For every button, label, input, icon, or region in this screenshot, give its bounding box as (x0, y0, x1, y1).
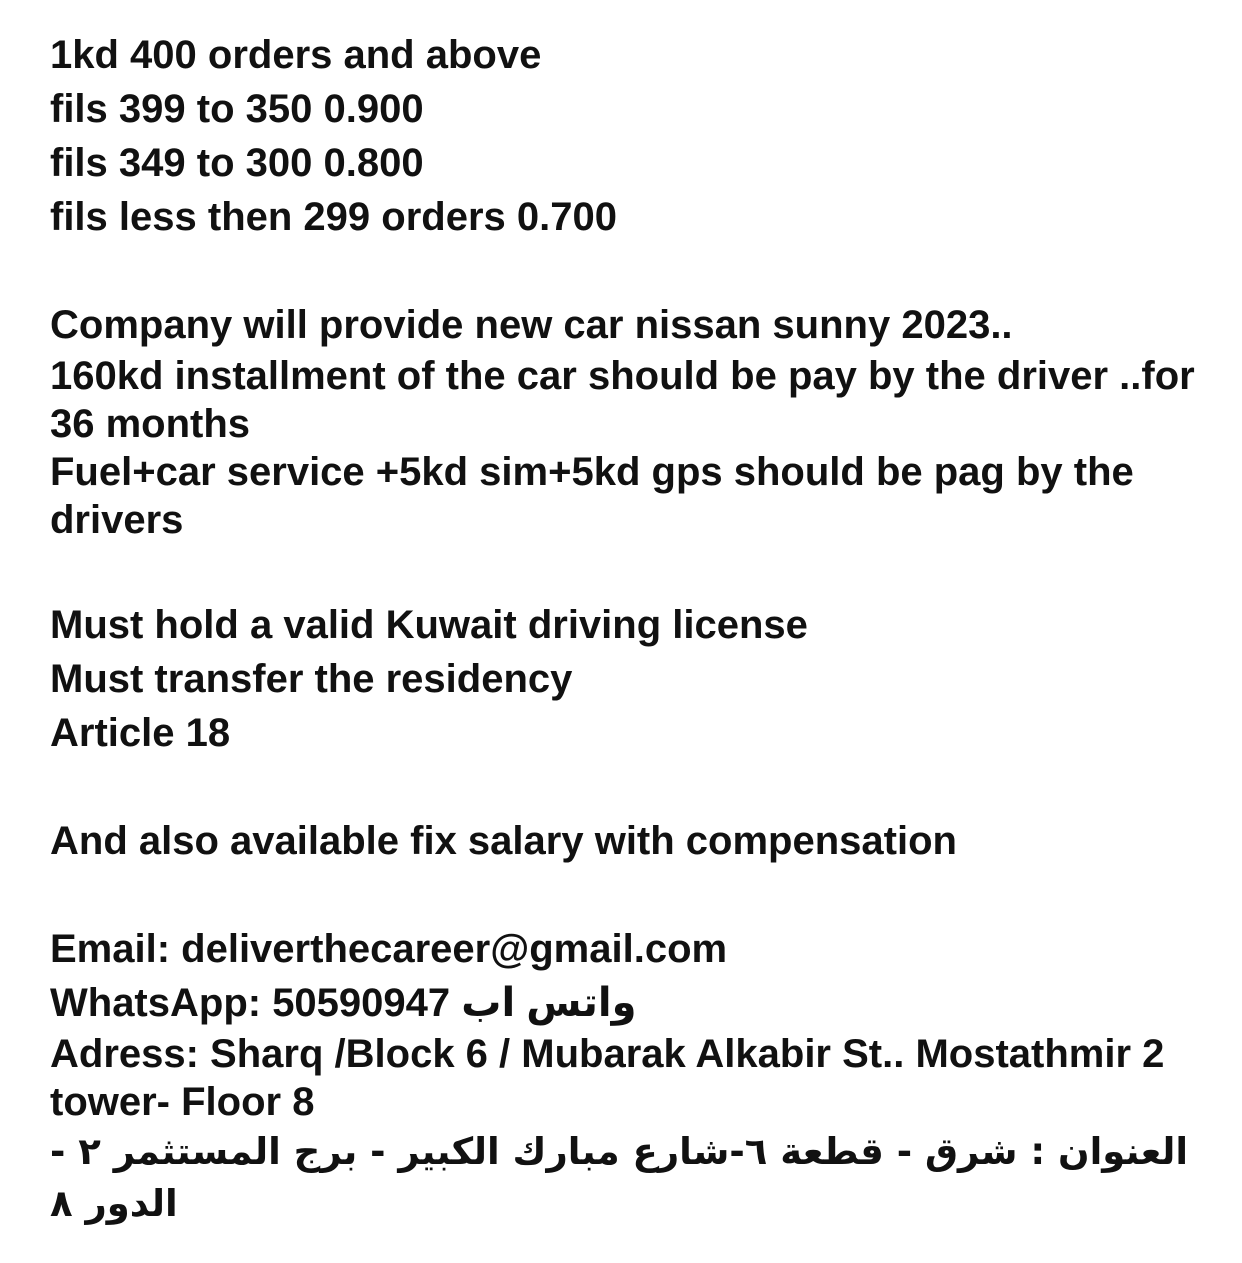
spacer (50, 244, 1210, 298)
requirement-license: Must hold a valid Kuwait driving license (50, 603, 808, 647)
email-line: Email: deliverthecareer@gmail.com (50, 927, 728, 971)
car-installment-line: 160kd installment of the car should be pay by the driver ..for 36 months (50, 354, 1195, 446)
whatsapp-arabic-label: واتس اب (461, 981, 637, 1025)
requirement-article: Article 18 (50, 711, 231, 755)
whatsapp-line (50, 976, 1210, 1030)
spacer (50, 760, 1210, 814)
car-costs-line: Fuel+car service +5kd sim+5kd gps should be pag by the drivers (50, 450, 1134, 542)
note-text (50, 28, 1210, 1230)
address-arabic-line: العنوان : شرق - قطعة ٦-شارع مبارك الكبير - برج المستثمر ٢ - الدور ٨ (50, 1130, 1189, 1225)
pricing-line-1: 1kd 400 orders and above (50, 33, 542, 77)
address-line: Adress: Sharq /Block 6 / Mubarak Alkabir St.. Mostathmir 2 tower- Floor 8 (50, 1032, 1165, 1124)
spacer (50, 544, 1210, 598)
car-provide-line: Company will provide new car nissan sunny 2023.. (50, 303, 1013, 347)
spacer (50, 868, 1210, 922)
pricing-line-3: fils 349 to 300 0.800 (50, 141, 424, 185)
pricing-line-4: fils less then 299 orders 0.700 (50, 195, 617, 239)
whatsapp-label: WhatsApp: 50590947 (50, 981, 451, 1025)
requirement-residency: Must transfer the residency (50, 657, 573, 701)
salary-line: And also available fix salary with compensation (50, 819, 957, 863)
pricing-line-2: fils 399 to 350 0.900 (50, 87, 424, 131)
